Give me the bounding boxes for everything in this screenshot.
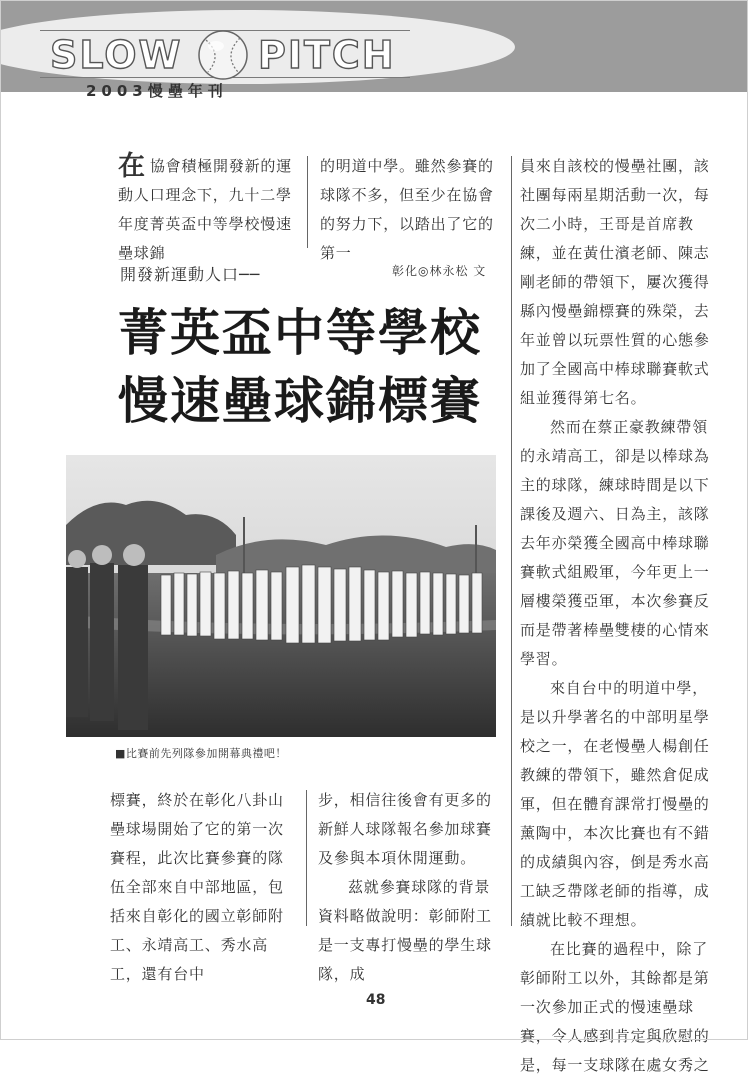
column-divider [306,790,307,926]
column-2-bottom [318,786,500,989]
headline-line-2: 慢速壘球錦標賽 [118,372,482,430]
column-1-bottom [110,786,295,989]
col3-paragraph-4: 在比賽的過程中，除了彰師附工以外，其餘都是第一次參加正式的慢速壘球賽，令人感到肯定與欣慰的是，每一支球隊在處女秀之 [520,940,710,1074]
col2-top-text: 的明道中學。雖然參賽的球隊不多，但至少在協會的努力下，以踏出了它的第一 [320,157,494,262]
col1-bottom-text: 標賽，終於在彰化八卦山壘球場開始了它的第一次賽程，此次比賽參賽的隊伍全部來自中部地區，包括來自彰化的國立彰師附工、永靖高工、秀水高工，還有台中 [110,791,284,983]
article-subtitle: 開發新運動人口── [120,265,261,284]
logo-text-slow: SLOW [50,33,183,77]
col2-bottom-text-1: 步，相信往後會有更多的新鮮人球隊報名參加球賽及參與本項休閒運動。 [318,791,492,867]
col2-bottom-text-2: 茲就參賽球隊的背景資料略做說明：彰師附工是一支專打慢壘的學生球隊，成 [318,878,492,983]
yearbook-title: 2003慢壘年刊 [86,82,228,100]
column-divider [307,156,308,248]
opening-ceremony-photo [66,455,496,737]
col3-paragraph-2: 然而在蔡正豪教練帶領的永靖高工，卻是以棒球為主的球隊，練球時間是以下課後及週六、日為主，該隊去年亦榮獲全國高中棒球聯賽軟式組殿軍，今年更上一層樓榮獲亞軍，本次參賽反而是帶著棒壘雙棲的心情來學習。 [520,418,710,668]
photo-caption: ■比賽前先列隊參加開幕典禮吧！ [115,747,287,760]
page-number: 48 [366,992,386,1008]
dropcap: 在 [118,151,146,182]
logo-text-pitch: PITCH [258,33,396,77]
author-byline: 彰化◎林永松 文 [392,264,487,278]
col1-top-text: 協會積極開發新的運動人口理念下，九十二學年度菁英盃中等學校慢速壘球錦 [118,157,293,262]
col3-paragraph-1: 員來自該校的慢壘社團，該社團每兩星期活動一次，每次二小時，王哥是首席教練，並在黃仕濱老師、陳志剛老師的帶領下，屢次獲得縣內慢壘錦標賽的殊榮，去年並曾以玩票性質的心態參加了全國高中棒球聯賽軟式組並獲得第七名。 [520,157,710,407]
col3-paragraph-3: 來自台中的明道中學，是以升學著名的中部明星學校之一，在老慢壘人楊創任教練的帶領下，雖然倉促成軍，但在體育課常打慢壘的薰陶中，本次比賽也有不錯的成績與內容，倒是秀水高工缺乏帶隊老師的指導，成績就比較不理想。 [520,679,710,929]
column-1-top [118,152,296,268]
column-divider [511,156,512,926]
column-2-top [320,152,500,268]
softball-icon [196,28,250,82]
headline-line-1: 菁英盃中等學校 [118,304,482,362]
column-3 [520,152,710,1080]
